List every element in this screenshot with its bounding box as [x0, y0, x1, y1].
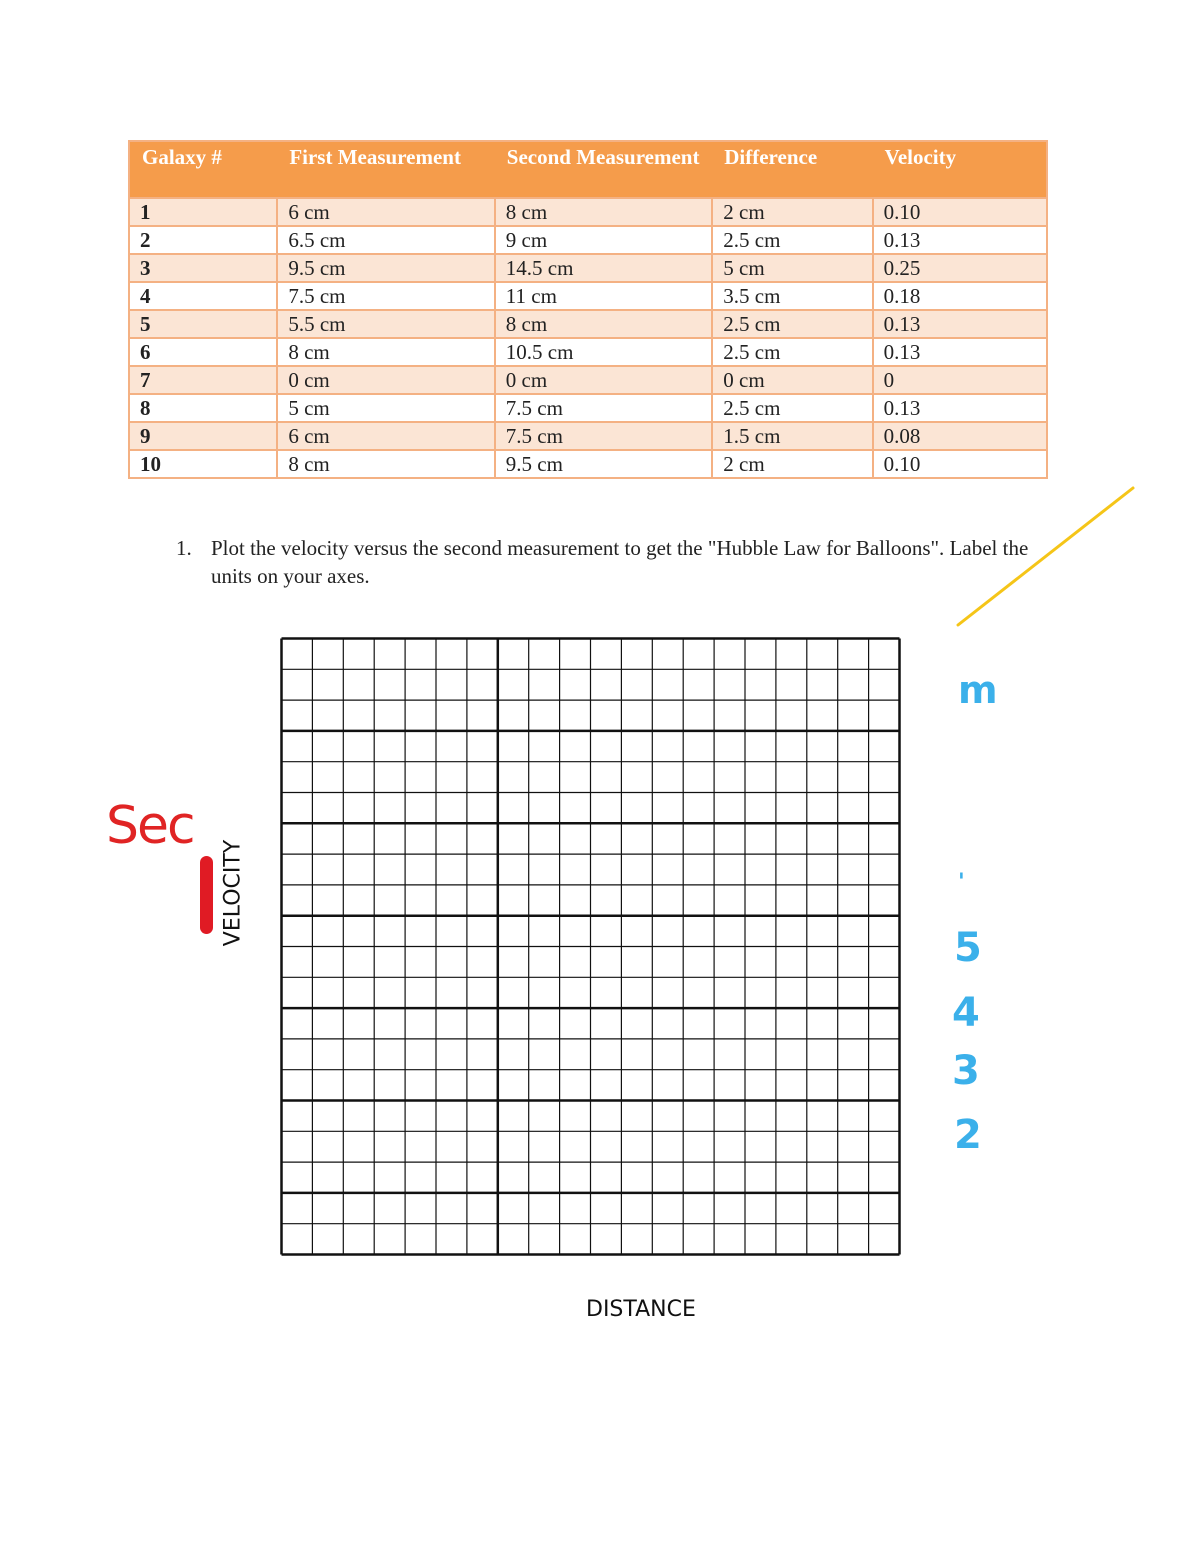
cell-second: 0 cm [495, 366, 712, 394]
cell-difference: 2.5 cm [712, 338, 872, 366]
cell-second: 8 cm [495, 310, 712, 338]
cell-velocity: 0.18 [873, 282, 1047, 310]
x-axis-label: DISTANCE [586, 1297, 696, 1322]
cell-galaxy: 7 [129, 366, 277, 394]
cell-galaxy: 10 [129, 450, 277, 478]
table-row [129, 366, 1047, 394]
cell-galaxy: 5 [129, 310, 277, 338]
table-row [129, 282, 1047, 310]
red-pen-mark [200, 856, 213, 934]
cell-galaxy: 3 [129, 254, 277, 282]
cell-velocity: 0 [873, 366, 1047, 394]
cell-difference: 1.5 cm [712, 422, 872, 450]
handwritten-blue-m: m [958, 668, 998, 712]
cell-velocity: 0.13 [873, 226, 1047, 254]
cell-second: 7.5 cm [495, 422, 712, 450]
cell-second: 8 cm [495, 198, 712, 226]
cell-first: 6.5 cm [277, 226, 494, 254]
cell-first: 8 cm [277, 338, 494, 366]
cell-velocity: 0.08 [873, 422, 1047, 450]
cell-second: 9.5 cm [495, 450, 712, 478]
cell-second: 9 cm [495, 226, 712, 254]
cell-velocity: 0.13 [873, 310, 1047, 338]
cell-galaxy: 1 [129, 198, 277, 226]
cell-galaxy: 8 [129, 394, 277, 422]
cell-first: 5 cm [277, 394, 494, 422]
cell-velocity: 0.13 [873, 338, 1047, 366]
handwritten-sec: Sec [106, 796, 194, 856]
handwritten-blue-4: 4 [952, 990, 980, 1036]
table-row [129, 338, 1047, 366]
yellow-pen-stroke [955, 483, 1137, 631]
cell-first: 8 cm [277, 450, 494, 478]
header-galaxy: Galaxy # [129, 141, 277, 198]
table-row [129, 226, 1047, 254]
cell-second: 14.5 cm [495, 254, 712, 282]
cell-velocity: 0.13 [873, 394, 1047, 422]
cell-difference: 2 cm [712, 450, 872, 478]
question-number: 1. [176, 536, 192, 560]
cell-first: 5.5 cm [277, 310, 494, 338]
cell-first: 7.5 cm [277, 282, 494, 310]
cell-velocity: 0.25 [873, 254, 1047, 282]
cell-first: 6 cm [277, 198, 494, 226]
table-row [129, 198, 1047, 226]
question-text: Plot the velocity versus the second measurement to get the "Hubble Law for Balloons". Label the units on your axes. [211, 536, 1029, 588]
table-row [129, 394, 1047, 422]
header-difference: Difference [712, 141, 872, 198]
cell-difference: 2.5 cm [712, 394, 872, 422]
table-row [129, 310, 1047, 338]
table-row [129, 422, 1047, 450]
header-velocity: Velocity [873, 141, 1047, 198]
cell-difference: 3.5 cm [712, 282, 872, 310]
cell-second: 7.5 cm [495, 394, 712, 422]
cell-second: 10.5 cm [495, 338, 712, 366]
handwritten-blue-3: 3 [952, 1048, 980, 1094]
y-axis-label: VELOCITY [220, 839, 246, 947]
measurement-table [128, 140, 1048, 479]
header-second-measurement: Second Measurement [495, 141, 712, 198]
header-first-measurement: First Measurement [277, 141, 494, 198]
cell-first: 0 cm [277, 366, 494, 394]
table-row [129, 254, 1047, 282]
cell-velocity: 0.10 [873, 198, 1047, 226]
cell-galaxy: 4 [129, 282, 277, 310]
cell-difference: 5 cm [712, 254, 872, 282]
cell-first: 6 cm [277, 422, 494, 450]
cell-galaxy: 6 [129, 338, 277, 366]
graph-paper-grid [280, 637, 901, 1256]
table-row [129, 450, 1047, 478]
cell-galaxy: 9 [129, 422, 277, 450]
cell-velocity: 0.10 [873, 450, 1047, 478]
cell-difference: 2.5 cm [712, 310, 872, 338]
cell-second: 11 cm [495, 282, 712, 310]
cell-difference: 0 cm [712, 366, 872, 394]
cell-difference: 2 cm [712, 198, 872, 226]
handwritten-blue-5: 5 [954, 925, 982, 971]
handwritten-blue-tick: ' [958, 870, 965, 895]
cell-first: 9.5 cm [277, 254, 494, 282]
handwritten-blue-2: 2 [954, 1112, 982, 1158]
cell-difference: 2.5 cm [712, 226, 872, 254]
table-header-row [129, 141, 1047, 198]
cell-galaxy: 2 [129, 226, 277, 254]
